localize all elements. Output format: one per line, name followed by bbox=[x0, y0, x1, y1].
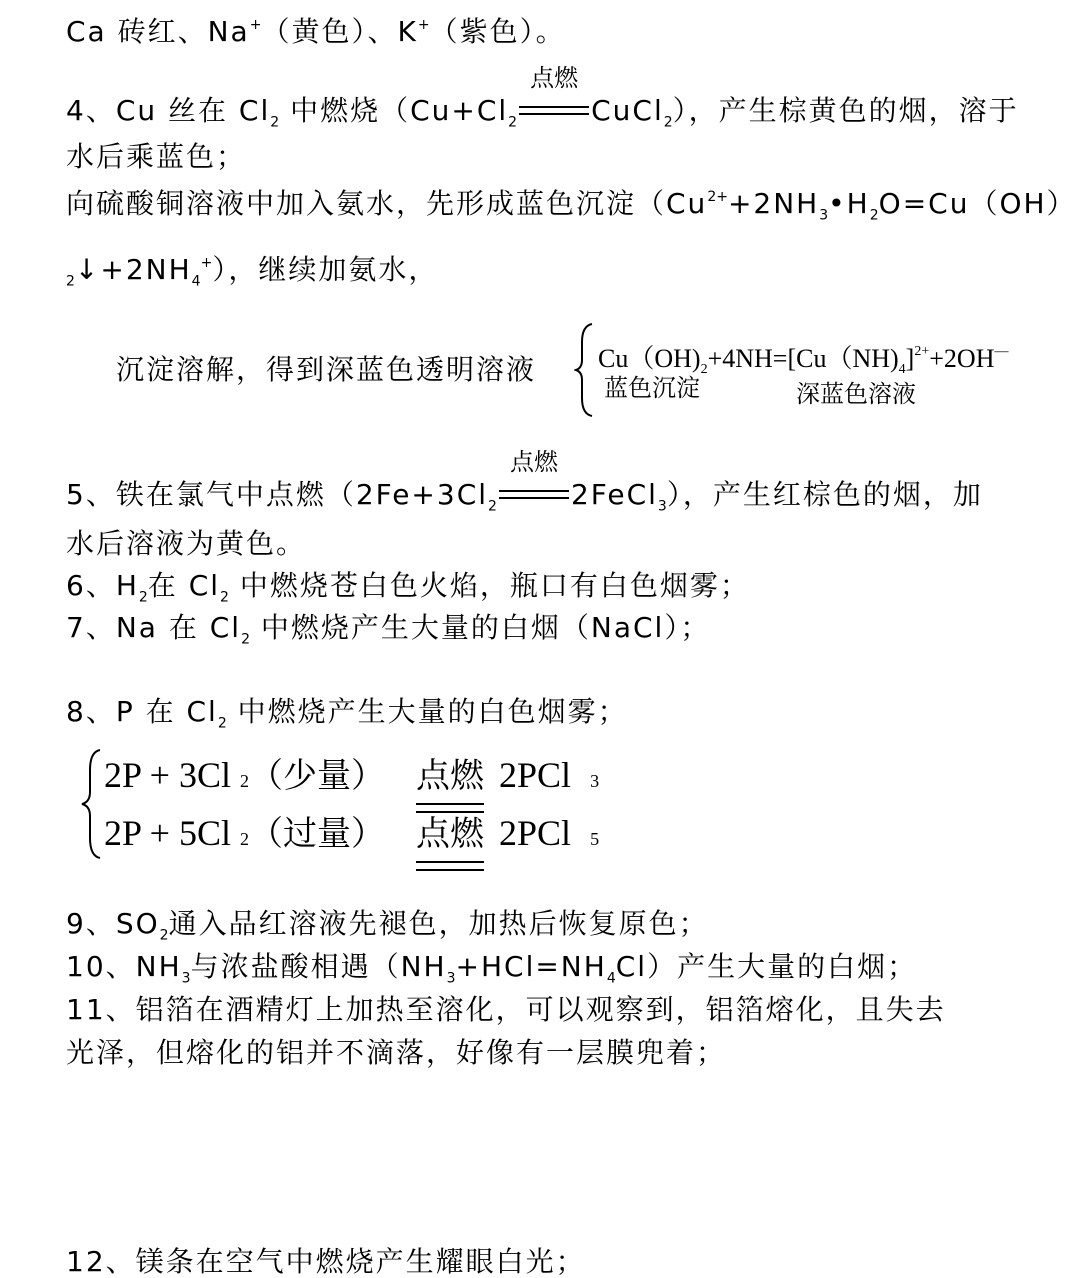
text: （黄色）、K bbox=[261, 15, 418, 48]
text: 在 Cl bbox=[147, 569, 221, 602]
text: 6、H bbox=[66, 569, 139, 602]
item-4-line-3 bbox=[66, 187, 1077, 224]
brace-icon bbox=[80, 748, 102, 860]
text: O=Cu（OH） bbox=[878, 187, 1077, 220]
equation-p-excess bbox=[104, 806, 599, 855]
subscript: 2 bbox=[138, 589, 148, 606]
item-11-line-1 bbox=[66, 993, 946, 1026]
text: 8、P 在 Cl bbox=[66, 695, 218, 728]
equation-p-limited bbox=[104, 748, 599, 797]
text: 10、NH bbox=[66, 950, 182, 983]
item-8 bbox=[66, 695, 628, 732]
subscript: 4 bbox=[606, 970, 616, 987]
subscript: 3 bbox=[819, 207, 829, 224]
note-blue-precipitate: 蓝色沉淀 bbox=[604, 374, 700, 402]
text: +2OH bbox=[929, 344, 995, 373]
text: Cl）产生大量的白烟； bbox=[615, 950, 918, 983]
item-6 bbox=[66, 569, 750, 606]
subscript: 3 bbox=[181, 970, 191, 987]
text: 11、铝箔在酒精灯上加热至溶化，可以观察到，铝箔熔化，且失去 bbox=[66, 993, 946, 1026]
text: CuCl bbox=[591, 94, 664, 127]
item-5-line-1 bbox=[66, 448, 983, 515]
item-5-line-2 bbox=[66, 527, 307, 560]
text: ），继续加氨水， bbox=[212, 253, 439, 286]
text: [Cu（NH) bbox=[787, 344, 899, 373]
text: +2NH bbox=[727, 187, 820, 220]
text: 通入品红溶液先褪色，加热后恢复原色； bbox=[168, 907, 709, 940]
subscript: 3 bbox=[657, 498, 667, 515]
subscript: 4 bbox=[898, 362, 906, 378]
subscript: 2 bbox=[241, 631, 250, 648]
text: 中燃烧产生大量的白色烟雾； bbox=[226, 695, 628, 728]
text: ↓+2NH bbox=[74, 253, 192, 286]
subscript: 2 bbox=[508, 114, 518, 131]
text: Ca 砖红、Na bbox=[66, 15, 250, 48]
item-4-line-1 bbox=[66, 64, 1019, 131]
subscript: 2 bbox=[270, 114, 280, 131]
text: 2PCl bbox=[499, 813, 572, 853]
condition-label: 点燃 bbox=[416, 814, 485, 854]
dissolve-label bbox=[116, 353, 537, 386]
condition-label: 点燃 bbox=[509, 448, 558, 476]
text: •H bbox=[828, 187, 870, 220]
text: ），产生棕黄色的烟，溶于 bbox=[672, 94, 1019, 127]
double-bar bbox=[499, 490, 569, 499]
text: 沉淀溶解，得到深蓝色透明溶液 bbox=[116, 353, 537, 386]
reaction-condition-arrow bbox=[499, 448, 569, 504]
text: 中燃烧产生大量的白烟（NaCl）； bbox=[249, 611, 711, 644]
text: ），产生红棕色的烟，加 bbox=[666, 478, 983, 511]
subscript: 2 bbox=[663, 114, 673, 131]
condition-label: 点燃 bbox=[416, 756, 485, 796]
subscript: 2 bbox=[240, 829, 250, 849]
subscript: 2 bbox=[217, 715, 227, 732]
note-deep-blue-solution: 深蓝色溶液 bbox=[796, 380, 916, 408]
condition-arrow bbox=[416, 748, 484, 797]
subscript: 2 bbox=[220, 589, 229, 606]
text: 水后溶液为黄色。 bbox=[66, 527, 307, 560]
item-7 bbox=[66, 611, 711, 648]
text: （紫色）。 bbox=[429, 15, 566, 48]
item-4-line-4 bbox=[66, 253, 439, 290]
text: Cu（OH) bbox=[598, 344, 701, 373]
subscript: 2 bbox=[488, 498, 497, 515]
text: 5、铁在氯气中点燃（2Fe+3Cl bbox=[66, 478, 489, 511]
superscript: + bbox=[417, 16, 430, 33]
condition-label: 点燃 bbox=[530, 64, 579, 92]
subscript: 3 bbox=[590, 771, 600, 791]
item-4-line-2 bbox=[66, 140, 247, 173]
text: 中燃烧（Cu+Cl bbox=[279, 94, 509, 127]
superscript: + bbox=[249, 16, 262, 33]
subscript: 2 bbox=[159, 927, 169, 944]
superscript: 2+ bbox=[707, 188, 728, 205]
text: 9、SO bbox=[66, 907, 160, 940]
subscript: 2 bbox=[240, 771, 250, 791]
double-bar bbox=[416, 861, 484, 871]
text: 2PCl bbox=[499, 755, 572, 795]
text: ] bbox=[905, 344, 915, 373]
text-line-flame-colors bbox=[66, 15, 566, 48]
text: （过量） bbox=[249, 814, 386, 854]
brace-icon bbox=[574, 322, 594, 418]
item-12 bbox=[66, 1245, 586, 1278]
condition-arrow bbox=[416, 806, 484, 855]
text: 向硫酸铜溶液中加入氨水，先形成蓝色沉淀（Cu bbox=[66, 187, 708, 220]
text: 水后乘蓝色； bbox=[66, 140, 247, 173]
text: 光泽，但熔化的铝并不滴落，好像有一层膜兜着； bbox=[66, 1036, 727, 1069]
text: 2P + 5Cl bbox=[104, 813, 232, 853]
item-11-line-2 bbox=[66, 1036, 727, 1069]
text: +HCl=NH bbox=[455, 950, 607, 983]
text: 12、镁条在空气中燃烧产生耀眼白光； bbox=[66, 1245, 586, 1278]
subscript: 5 bbox=[590, 829, 600, 849]
text: +4NH= bbox=[707, 344, 788, 373]
reaction-condition-arrow bbox=[519, 64, 589, 120]
text: 中燃烧苍白色火焰，瓶口有白色烟雾； bbox=[228, 569, 750, 602]
text: 7、Na 在 Cl bbox=[66, 611, 242, 644]
text: 与浓盐酸相遇（NH bbox=[190, 950, 447, 983]
superscript: — bbox=[994, 344, 1009, 360]
subscript: 2 bbox=[66, 273, 75, 290]
text: 2P + 3Cl bbox=[104, 755, 232, 795]
item-9 bbox=[66, 907, 709, 944]
subscript: 3 bbox=[446, 970, 456, 987]
subscript: 4 bbox=[191, 273, 201, 290]
superscript: 2+ bbox=[914, 344, 930, 360]
text: 2FeCl bbox=[570, 478, 658, 511]
text: 4、Cu 丝在 Cl bbox=[66, 94, 271, 127]
item-10 bbox=[66, 950, 918, 987]
subscript: 2 bbox=[869, 207, 879, 224]
superscript: + bbox=[200, 254, 213, 271]
subscript: 2 bbox=[700, 362, 708, 378]
double-bar bbox=[519, 106, 589, 115]
text: （少量） bbox=[249, 756, 386, 796]
